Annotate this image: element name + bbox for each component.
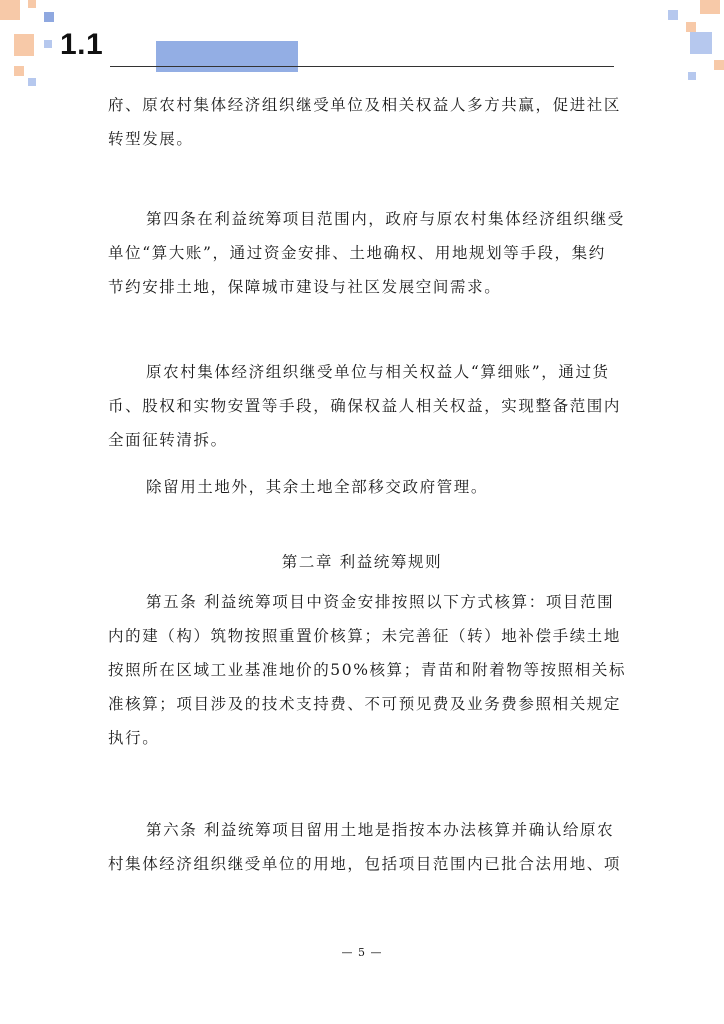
text-line: 村集体经济组织继受单位的用地，包括项目范围内已批合法用地、项	[108, 855, 622, 873]
text-line: 转型发展。	[108, 130, 194, 148]
text-line: 全面征转清拆。	[108, 431, 228, 449]
text-line: 单位“算大账”，通过资金安排、土地确权、用地规划等手段，集约	[108, 244, 606, 262]
chapter-heading: 第二章 利益统筹规则	[281, 553, 443, 571]
paragraph-article-4	[108, 202, 625, 304]
text-line: 原农村集体经济组织继受单位与相关权益人“算细账”，通过货	[146, 363, 610, 381]
text-line: 第六条 利益统筹项目留用土地是指按本办法核算并确认给原农	[146, 821, 615, 839]
header-rule	[110, 66, 614, 67]
paragraph-continuation	[108, 88, 622, 156]
paragraph-land-transfer	[108, 470, 616, 504]
page-number: — 5 —	[341, 946, 383, 959]
text-line: 按照所在区域工业基准地价的50%核算；青苗和附着物等按照相关标	[108, 661, 627, 679]
paragraph-article-6	[108, 813, 622, 881]
text-line: 币、股权和实物安置等手段，确保权益人相关权益，实现整备范围内	[108, 397, 622, 415]
text-line: 内的建（构）筑物按照重置价核算；未完善征（转）地补偿手续土地	[108, 627, 622, 645]
text-line: 准核算；项目涉及的技术支持费、不可预见费及业务费参照相关规定	[108, 695, 622, 713]
text-line: 除留用土地外，其余土地全部移交政府管理。	[146, 478, 489, 496]
paragraph-article-5	[108, 585, 627, 755]
text-line: 第五条 利益统筹项目中资金安排按照以下方式核算：项目范围	[146, 593, 615, 611]
text-line: 节约安排土地，保障城市建设与社区发展空间需求。	[108, 278, 502, 296]
text-line: 第四条在利益统筹项目范围内，政府与原农村集体经济组织继受	[146, 210, 625, 228]
paragraph-detailed-accounts	[108, 355, 622, 457]
section-number: 1.1	[60, 28, 104, 61]
text-line: 执行。	[108, 729, 160, 747]
header-accent-band	[156, 41, 298, 72]
text-line: 府、原农村集体经济组织继受单位及相关权益人多方共赢，促进社区	[108, 96, 622, 114]
